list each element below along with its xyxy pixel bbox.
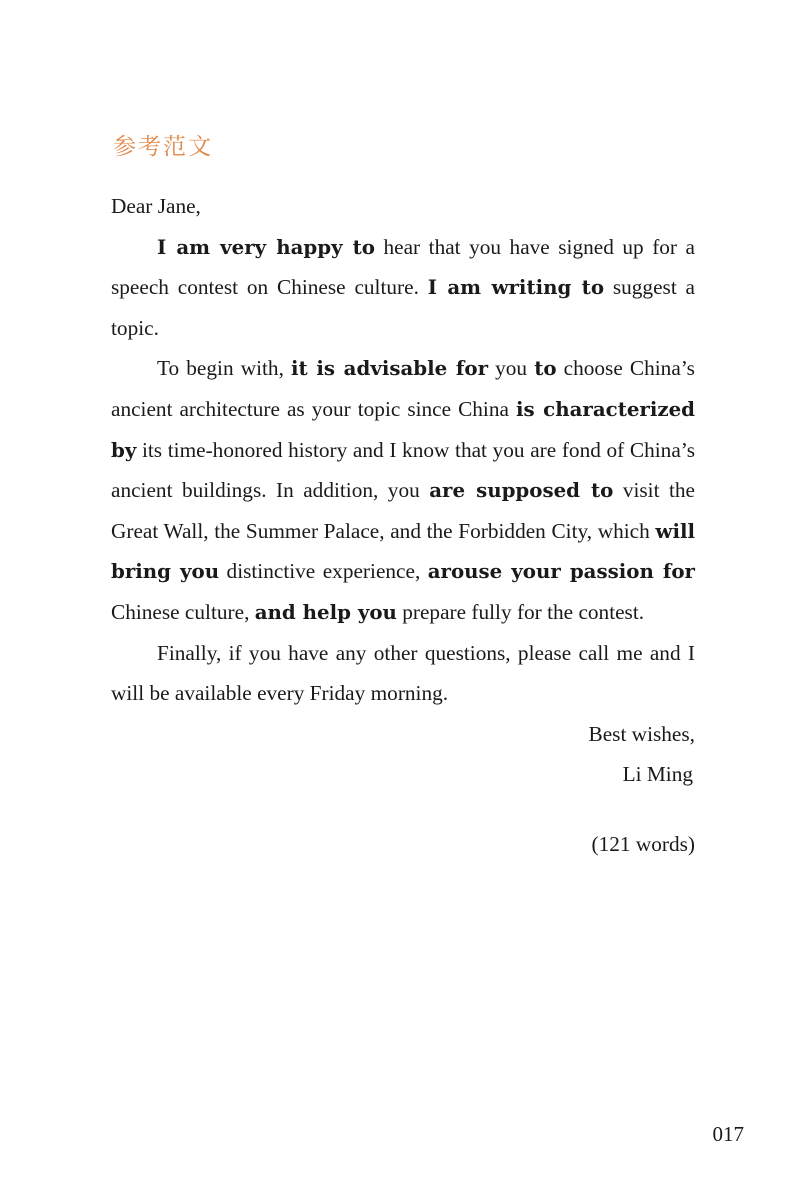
- sample-letter: [111, 186, 695, 865]
- page-number: 017: [712, 1122, 744, 1146]
- text-segment: suggest a topic.: [111, 275, 696, 340]
- paragraph-3: [111, 633, 695, 714]
- closing: Best wishes,: [588, 721, 695, 746]
- text-segment: Chinese culture,: [111, 599, 255, 624]
- key-phrase: it is advisable for: [291, 356, 489, 381]
- text-segment: its time-honored history and I know that you are fond of China’s ancient buildings. In addition, you: [111, 437, 695, 503]
- key-phrase: is characterized by: [111, 396, 695, 462]
- key-phrase: will bring you: [111, 518, 695, 584]
- text-segment: Finally, if you have any other questions, please call me and I will be available every Friday morning.: [111, 640, 695, 706]
- paragraph-1: [111, 227, 695, 349]
- signature: Li Ming: [622, 762, 693, 787]
- text-segment: hear that you have signed up for a speech contest on Chinese culture.: [111, 234, 695, 300]
- key-phrase: I am writing to: [427, 275, 605, 300]
- key-phrase: are supposed to: [429, 478, 614, 503]
- salutation: Dear Jane,: [111, 194, 201, 218]
- key-phrase: arouse your passion for: [427, 559, 695, 584]
- key-phrase: to: [534, 356, 557, 381]
- paragraph-2: [111, 348, 695, 632]
- text-segment: To begin with,: [157, 356, 292, 381]
- section-heading: 参考范文: [113, 134, 213, 160]
- text-segment: choose China’s ancient architecture as your topic since China: [111, 356, 695, 421]
- key-phrase: and help you: [254, 599, 397, 624]
- text-segment: visit the Great Wall, the Summer Palace, and the Forbidden City, which: [111, 478, 695, 543]
- word-count: (121 words): [591, 831, 695, 856]
- text-segment: prepare fully for the contest.: [396, 599, 645, 624]
- text-segment: you: [488, 356, 535, 381]
- text-segment: distinctive experience,: [219, 559, 428, 584]
- key-phrase: I am very happy to: [157, 234, 375, 259]
